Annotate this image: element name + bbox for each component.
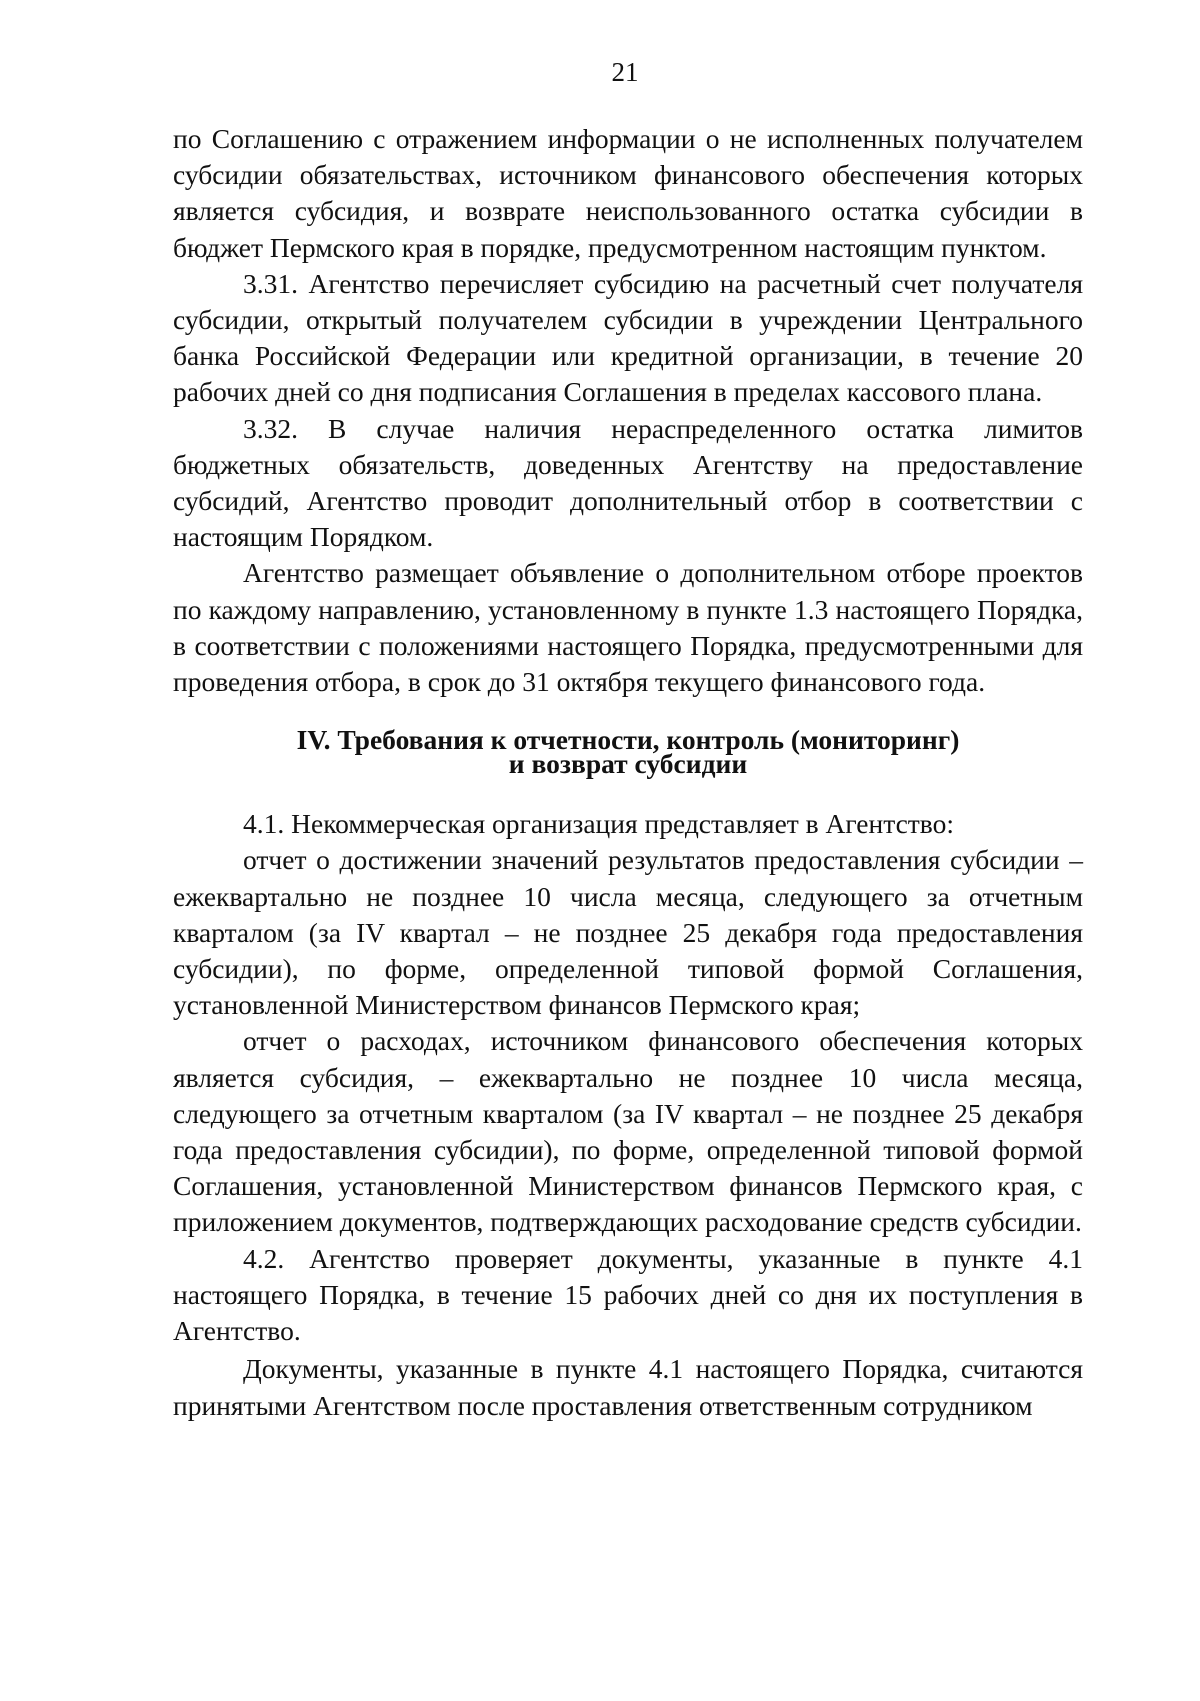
section-heading-line-2: и возврат субсидии xyxy=(508,748,748,780)
paragraph-3-32: 3.32. В случае наличия нераспределенного остатка лимитов бюджетных обязательств, доведенных Агентству на предоставление субсидий, Агентство проводит дополнительный отбор в соответствии с настоящим Порядком. xyxy=(173,412,1083,553)
paragraph-continuation: по Соглашению с отражением информации о не исполненных получателем субсидии обязательствах, источником финансового обеспечения которых является субсидия, и возврате неиспользованного остатка субсидии в бюджет Пермского края в порядке, предусмотренном настоящим пунктом. xyxy=(173,123,1083,263)
paragraph-results-report: отчет о достижении значений результатов предоставления субсидии – ежеквартально не позднее 10 числа месяца, следующего за отчетным кварталом (за IV квартал – не позднее 25 декабря года предоставления субсидии), по форме, определенной типовой формой Соглашения, установленной Министерством финансов Пермского края; xyxy=(173,844,1083,1021)
section-heading xyxy=(173,724,1083,780)
paragraph-documents-accepted: Документы, указанные в пункте 4.1 настоящего Порядка, считаются принятыми Агентством после проставления ответственным сотрудником xyxy=(173,1353,1083,1421)
paragraph-additional-selection: Агентство размещает объявление о дополнительном отборе проектов по каждому направлению, установленному в пункте 1.3 настоящего Порядка, в соответствии с положениями настоящего Порядка, предусмотренными для проведения отбора, в срок до 31 октября текущего финансового года. xyxy=(173,557,1083,698)
page-number: 21 xyxy=(611,57,639,87)
section-heading-line-1: IV. Требования к отчетности, контроль (мониторинг) xyxy=(296,724,960,756)
paragraph-4-1: 4.1. Некоммерческая организация представляет в Агентство: xyxy=(243,808,954,840)
paragraph-3-31: 3.31. Агентство перечисляет субсидию на расчетный счет получателя субсидии, открытый получателем субсидии в учреждении Центрального банка Российской Федерации или кредитной организации, в течение 20 рабочих дней со дня подписания Соглашения в пределах кассового плана. xyxy=(173,267,1083,408)
paragraph-expenses-report: отчет о расходах, источником финансового обеспечения которых является субсидия, – ежеквартально не позднее 10 числа месяца, следующего за отчетным кварталом (за IV квартал – не позднее 25 декабря года предоставления субсидии), по форме, определенной типовой формой Соглашения, установленной Министерством финансов Пермского края, с приложением документов, подтверждающих расходование средств субсидии. xyxy=(173,1025,1083,1238)
paragraph-4-2: 4.2. Агентство проверяет документы, указанные в пункте 4.1 настоящего Порядка, в течение 15 рабочих дней со дня их поступления в Агентство. xyxy=(173,1242,1083,1347)
document-body xyxy=(173,121,1083,1424)
